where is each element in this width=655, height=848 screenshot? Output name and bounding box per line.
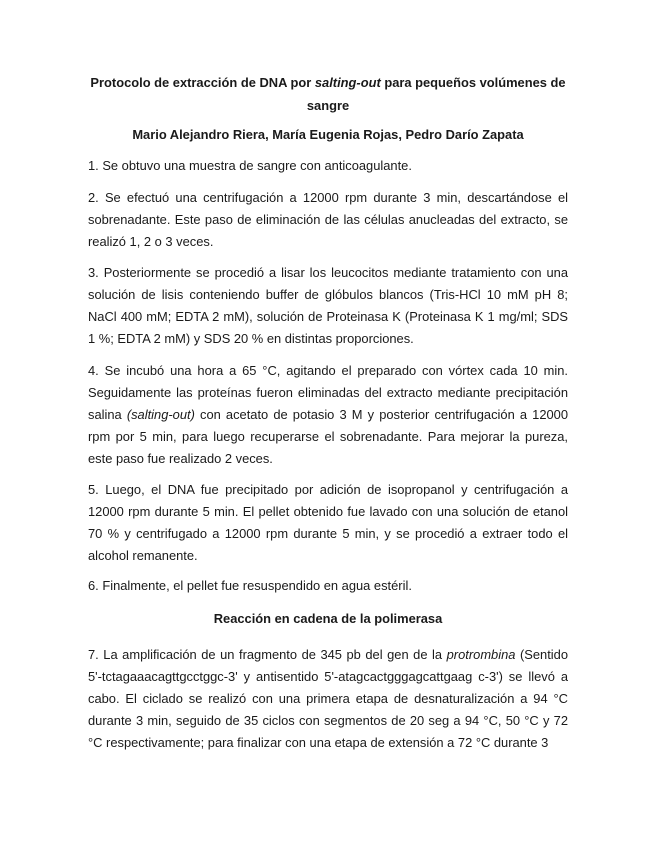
- step-4-text-end: con acetato de potasio 3 M y posterior centrifugación a 12000 rpm por 5 min, para luego recuperarse el sobrenadante. Para mejorar la pureza, este paso fue realizado 2 veces.: [88, 407, 568, 466]
- step-7-italic-term: protrombina: [446, 647, 516, 662]
- step-5-paragraph: 5. Luego, el DNA fue precipitado por adición de isopropanol y centrifugación a 12000 rpm durante 5 min. El pellet obtenido fue lavado con una solución de etanol 70 % y centrifugado a 12000 rpm durante 5 min, y se procedió a extraer todo el alcohol remanente.: [88, 482, 568, 563]
- step-1-paragraph: 1. Se obtuvo una muestra de sangre con anticoagulante.: [88, 158, 412, 173]
- section-heading: Reacción en cadena de la polimerasa: [213, 611, 443, 626]
- step-7-text-end: (Sentido 5'-tctagaaacagttgcctggc-3' y antisentido 5'-atagcactgggagcattgaag c-3') se llevó a cabo. El ciclado se realizó con una primera etapa de desnaturalización a 94 °C durante 3 min, seguido de 35 ciclos con segmentos de 20 seg a 94 °C, 50 °C y 72 °C respectivamente; para finalizar con una etapa de extensión a 72 °C durante 3: [88, 647, 568, 750]
- step-7-paragraph: [88, 644, 568, 840]
- title-text-end: para pequeños volúmenes de sangre: [306, 75, 566, 113]
- step-3-paragraph: 3. Posteriormente se procedió a lisar los leucocitos mediante tratamiento con una solución de lisis conteniendo buffer de glóbulos blancos (Tris-HCl 10 mM pH 8; NaCl 400 mM; EDTA 2 mM), solución de Proteinasa K (Proteinasa K 1 mg/ml; SDS 1 %; EDTA 2 mM) y SDS 20 % en distintas proporciones.: [88, 265, 568, 346]
- step-4-paragraph: [88, 360, 568, 470]
- title-text-start: Protocolo de extracción de DNA por: [90, 75, 315, 90]
- document-title: [88, 72, 568, 117]
- step-2-paragraph: 2. Se efectuó una centrifugación a 12000 rpm durante 3 min, descartándose el sobrenadante. Este paso de eliminación de las células anucleadas del extracto, se realizó 1, 2 o 3 veces.: [88, 190, 568, 249]
- title-italic-term: salting-out: [314, 75, 381, 90]
- authors-line: Mario Alejandro Riera, María Eugenia Rojas, Pedro Darío Zapata: [132, 127, 524, 142]
- step-7-text-start: 7. La amplificación de un fragmento de 345 pb del gen de la: [88, 647, 447, 662]
- step-4-italic-term: (salting-out): [126, 407, 195, 422]
- step-4-text-start: 4. Se incubó una hora a 65 °C, agitando el preparado con vórtex cada 10 min. Seguidamente las proteínas fueron eliminadas del extracto mediante precipitación salina: [88, 363, 568, 422]
- step-6-paragraph: 6. Finalmente, el pellet fue resuspendido en agua estéril.: [88, 578, 412, 593]
